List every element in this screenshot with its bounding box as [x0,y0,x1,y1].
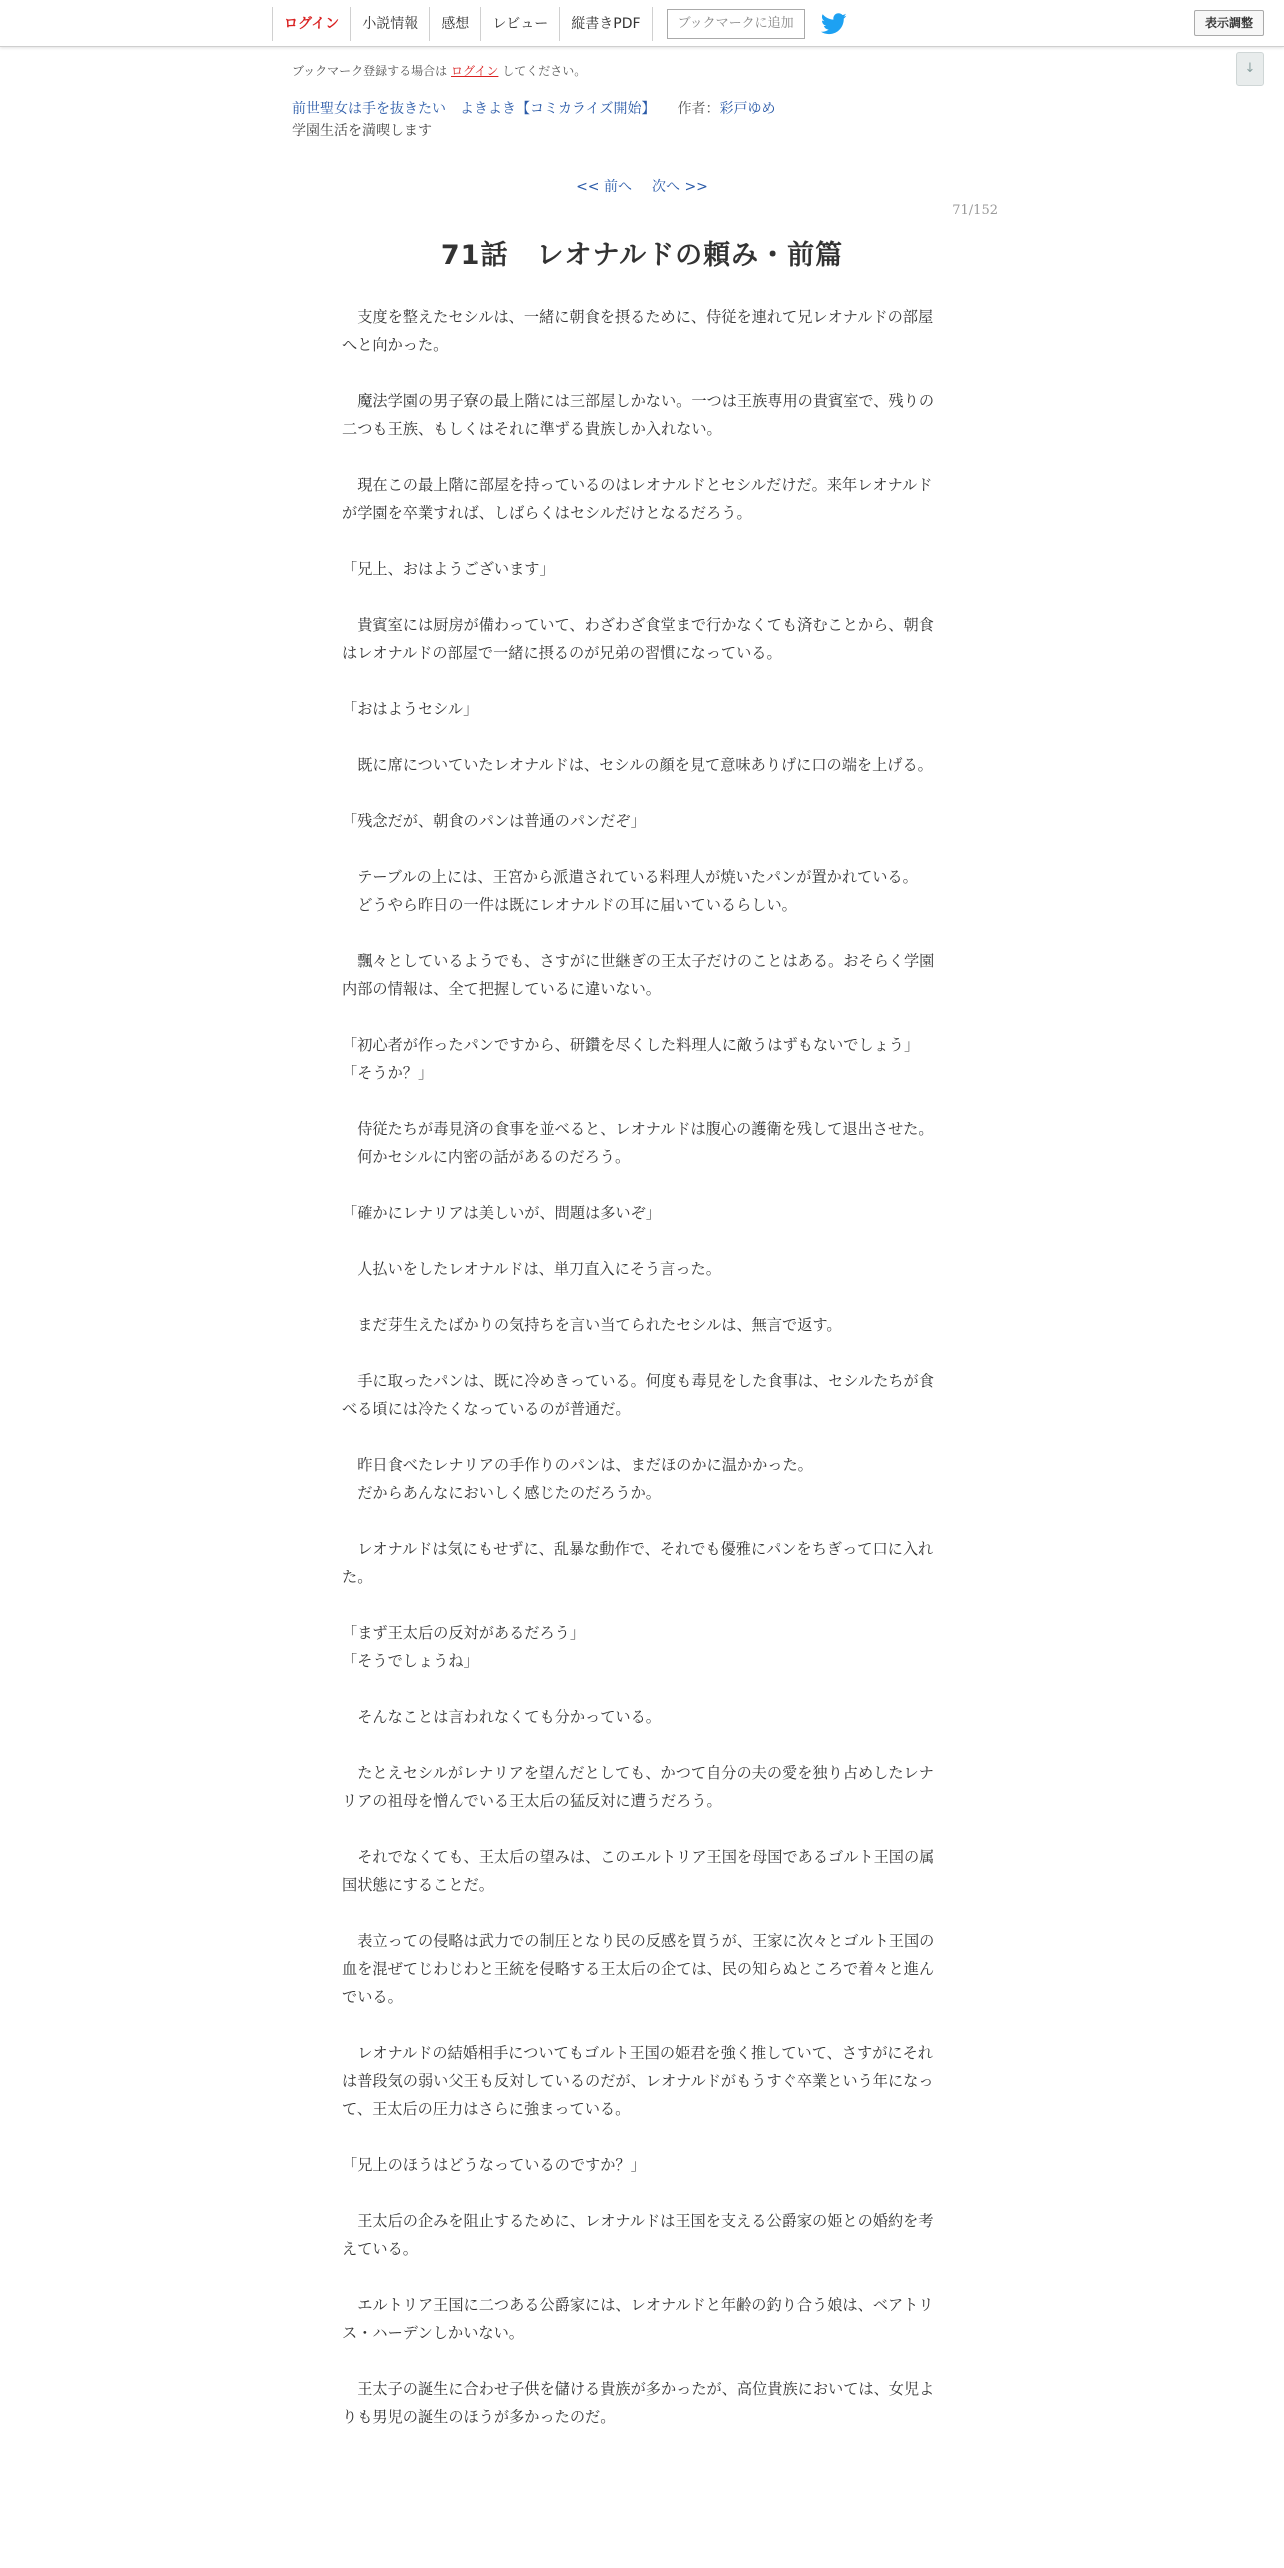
nav-login-link[interactable]: ログイン [272,7,350,41]
episode-count: 71/152 [952,203,998,218]
next-episode-link[interactable]: 次へ >> [652,179,708,195]
novel-header [292,98,775,118]
chapter-group-title: 学園生活を満喫します [292,123,432,139]
blank-line [342,1591,942,1619]
author-label: 作者： [677,101,720,117]
body-paragraph: 表立っての侵略は武力での制圧となり民の反感を買うが、王家に次々とゴルト王国の血を混ぜてじわじわと王統を侵略する王太后の企ては、民の知らぬところで着々と進んでいる。 [342,1932,935,2006]
prev-episode-link[interactable]: << 前へ [576,179,632,195]
blank-line [342,359,942,387]
blank-line [342,667,942,695]
blank-line [342,1815,942,1843]
body-paragraph: そんなことは言われなくても分かっている。 [342,1708,661,1726]
blank-line [342,2179,942,2207]
blank-line [342,1731,942,1759]
body-paragraph: 侍従たちが毒見済の食事を並べると、レオナルドは腹心の護衛を残して退出させた。 [342,1120,934,1138]
body-paragraph: 魔法学園の男子寮の最上階には三部屋しかない。一つは王族専用の貴賓室で、残りの二つも王族、もしくはそれに準ずる貴族しか入れない。 [342,392,935,438]
body-paragraph: 「まず王太后の反対があるだろう」 [342,1624,585,1642]
blank-line [342,2263,942,2291]
notice-prefix: ブックマーク登録する場合は [292,64,448,78]
body-paragraph: 貴賓室には厨房が備わっていて、わざわざ食堂まで行かなくても済むことから、朝食はレオナルドの部屋で一緒に摂るのが兄弟の習慣になっている。 [342,616,934,662]
body-paragraph: それでなくても、王太后の望みは、このエルトリア王国を母国であるゴルト王国の属国状態にすることだ。 [342,1848,935,1894]
nav-impressions-link[interactable]: 感想 [429,7,480,41]
display-settings-button[interactable]: 表示調整 [1194,10,1264,36]
chapter-title: 71話 レオナルドの頼み・前篇 [440,240,844,271]
add-bookmark-button[interactable]: ブックマークに追加 [667,9,805,39]
blank-line [342,527,942,555]
body-paragraph: 既に席についていたレオナルドは、セシルの顔を見て意味ありげに口の端を上げる。 [342,756,933,774]
body-paragraph: エルトリア王国に二つある公爵家には、レオナルドと年齢の釣り合う娘は、ベアトリス・ハーデンしかいない。 [342,2296,934,2342]
notice-suffix: してください。 [502,64,587,78]
body-paragraph: 現在この最上階に部屋を持っているのはレオナルドとセシルだけだ。来年レオナルドが学園を卒業すれば、しばらくはセシルだけとなるだろう。 [342,476,933,522]
bookmark-login-notice [292,62,586,79]
episode-pager [0,176,1284,196]
body-paragraph: 「兄上、おはようございます」 [342,560,555,578]
blank-line [342,1899,942,1927]
nav-list [272,7,847,41]
blank-line [342,1339,942,1367]
body-paragraph: テーブルの上には、王宮から派遣されている料理人が焼いたパンが置かれている。 [342,868,918,886]
author-name-link[interactable]: 彩戸ゆめ [719,101,776,117]
body-paragraph: 支度を整えたセシルは、一緒に朝食を摂るために、侍従を連れて兄レオナルドの部屋へと向かった。 [342,308,934,354]
blank-line [342,1675,942,1703]
blank-line [342,723,942,751]
blank-line [342,1087,942,1115]
blank-line [342,1423,942,1451]
blank-line [342,2011,942,2039]
blank-line [342,1283,942,1311]
body-paragraph: だからあんなにおいしく感じたのだろうか。 [342,1484,661,1502]
nav-review-link[interactable]: レビュー [480,7,559,41]
nav-vertical-pdf-link[interactable]: 縦書きPDF [559,7,652,41]
blank-line [342,2347,942,2375]
blank-line [342,443,942,471]
body-paragraph: 「兄上のほうはどうなっているのですか？」 [342,2156,646,2174]
blank-line [342,919,942,947]
body-paragraph: レオナルドの結婚相手についてもゴルト王国の姫君を強く推していて、さすがにそれは普段気の弱い父王も反対しているのだが、レオナルドがもうすぐ卒業という年になって、王太后の圧力はさらに強まっている。 [342,2044,934,2118]
blank-line [342,1003,942,1031]
body-paragraph: 何かセシルに内密の話があるのだろう。 [342,1148,631,1166]
body-paragraph: どうやら昨日の一件は既にレオナルドの耳に届いているらしい。 [342,896,797,914]
body-paragraph: 手に取ったパンは、既に冷めきっている。何度も毒見をした食事は、セシルたちが食べる頃には冷たくなっているのが普通だ。 [342,1372,934,1418]
body-paragraph: 「確かにレナリアは美しいが、問題は多いぞ」 [342,1204,661,1222]
nav-novel-info-link[interactable]: 小説情報 [350,7,429,41]
body-paragraph: 「おはようセシル」 [342,700,479,718]
body-paragraph: 昨日食べたレナリアの手作りのパンは、まだほのかに温かかった。 [342,1456,813,1474]
body-paragraph: レオナルドは気にもせずに、乱暴な動作で、それでも優雅にパンをちぎって口に入れた。 [342,1540,934,1586]
body-paragraph: 「残念だが、朝食のパンは普通のパンだぞ」 [342,812,646,830]
blank-line [342,835,942,863]
notice-login-link[interactable]: ログイン [451,64,499,78]
blank-line [342,1507,942,1535]
body-paragraph: 「そうでしょうね」 [342,1652,479,1670]
top-nav-bar [0,0,1284,47]
blank-line [342,779,942,807]
chapter-body-text [342,303,942,2431]
blank-line [342,1227,942,1255]
twitter-icon[interactable] [821,13,847,35]
body-paragraph: 「初心者が作ったパンですから、研鑽を尽くした料理人に敵うはずもないでしょう」 [342,1036,920,1054]
body-paragraph: たとえセシルがレナリアを望んだとしても、かつて自分の夫の愛を独り占めしたレナリアの祖母を憎んでいる王太后の猛反対に遭うだろう。 [342,1764,934,1810]
body-paragraph: 王太后の企みを阻止するために、レオナルドは王国を支える公爵家の姫との婚約を考えている。 [342,2212,934,2258]
blank-line [342,583,942,611]
scroll-down-button[interactable]: ↓ [1236,52,1264,86]
blank-line [342,2123,942,2151]
body-paragraph: 「そうか？」 [342,1064,434,1082]
blank-line [342,1171,942,1199]
body-paragraph: 人払いをしたレオナルドは、単刀直入にそう言った。 [342,1260,721,1278]
body-paragraph: 飄々としているようでも、さすがに世継ぎの王太子だけのことはある。おそらく学園内部の情報は、全て把握しているに違いない。 [342,952,935,998]
body-paragraph: まだ芽生えたばかりの気持ちを言い当てられたセシルは、無言で返す。 [342,1316,842,1334]
novel-title-link[interactable]: 前世聖女は手を抜きたい よきよき【コミカライズ開始】 [292,101,656,117]
body-paragraph: 王太子の誕生に合わせ子供を儲ける貴族が多かったが、高位貴族においては、女児よりも男児の誕生のほうが多かったのだ。 [342,2380,935,2426]
